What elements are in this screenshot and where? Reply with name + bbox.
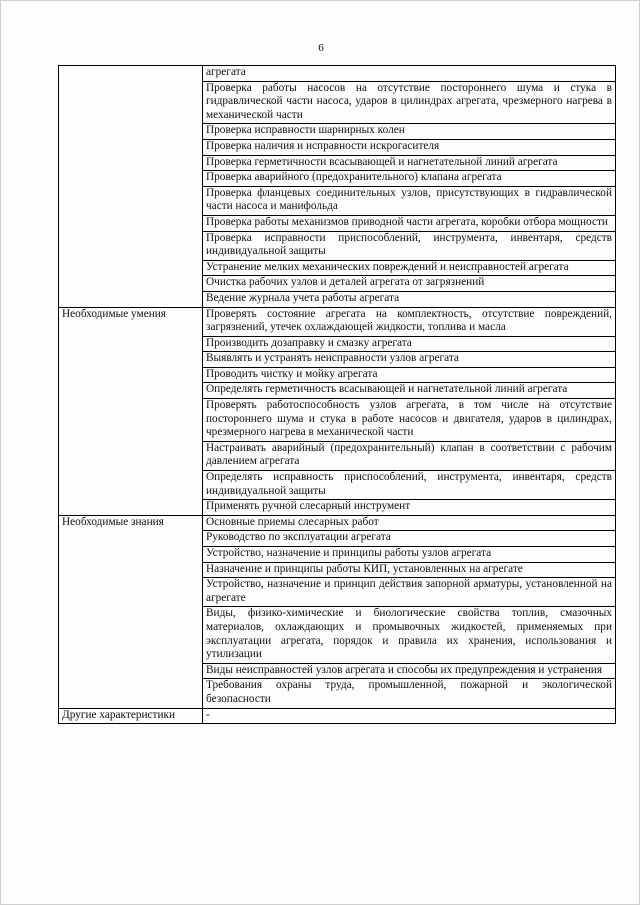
requirement-item: Устранение мелких механических повреждений и неисправностей агрегата [203, 260, 616, 276]
page-number: 6 [318, 42, 324, 54]
requirement-item: Выявлять и устранять неисправности узлов агрегата [203, 352, 616, 368]
requirement-item: Проверка наличия и исправности искрогасителя [203, 139, 616, 155]
requirement-item: Проводить чистку и мойку агрегата [203, 367, 616, 383]
requirement-item: Проверять состояние агрегата на комплектность, отсутствие повреждений, загрязнений, утечек охлаждающей жидкости, топлива и масла [203, 307, 616, 336]
requirement-item: Виды неисправностей узлов агрегата и способы их предупреждения и устранения [203, 663, 616, 679]
requirement-item: Очистка рабочих узлов и деталей агрегата от загрязнений [203, 276, 616, 292]
requirement-item: Проверка герметичности всасывающей и нагнетательной линий агрегата [203, 155, 616, 171]
requirement-item: Назначение и принципы работы КИП, установленных на агрегате [203, 562, 616, 578]
requirement-item: Настраивать аварийный (предохранительный) клапан в соответствии с рабочим давлением агрегата [203, 441, 616, 470]
requirement-item: Проверка работы механизмов приводной части агрегата, коробки отбора мощности [203, 215, 616, 231]
section-label: Другие характеристики [59, 708, 203, 724]
requirement-item: Ведение журнала учета работы агрегата [203, 291, 616, 307]
requirement-item: Проверка аварийного (предохранительного) клапана агрегата [203, 171, 616, 187]
section-label: Необходимые умения [59, 307, 203, 515]
requirement-item: Проверять работоспособность узлов агрегата, в том числе на отсутствие постороннего шума и стука в работе насосов и двигателя, ударов в цилиндрах, чрезмерного нагрева в механической части [203, 399, 616, 442]
requirement-item: Проверка исправности шарнирных колен [203, 124, 616, 140]
requirement-item: - [203, 708, 616, 724]
requirement-item: Основные приемы слесарных работ [203, 515, 616, 531]
requirements-table-body [59, 66, 616, 724]
requirement-item: Определять исправность приспособлений, инструмента, инвентаря, средств индивидуальной защиты [203, 471, 616, 500]
requirement-item: Руководство по эксплуатации агрегата [203, 531, 616, 547]
requirement-item: Проверка работы насосов на отсутствие постороннего шума и стука в гидравлической части насоса, ударов в цилиндрах агрегата, чрезмерного нагрева в механической части [203, 81, 616, 124]
table-row [59, 515, 616, 531]
section-label [59, 66, 203, 308]
requirement-item: Требования охраны труда, промышленной, пожарной и экологической безопасности [203, 679, 616, 708]
table-row [59, 307, 616, 336]
requirement-item: Устройство, назначение и принципы работы узлов агрегата [203, 547, 616, 563]
table-row [59, 66, 616, 82]
requirement-item: Проверка исправности приспособлений, инструмента, инвентаря, средств индивидуальной защиты [203, 231, 616, 260]
requirement-item: Применять ручной слесарный инструмент [203, 500, 616, 516]
section-label: Необходимые знания [59, 515, 203, 708]
requirement-item: Проверка фланцевых соединительных узлов, присутствующих в гидравлической части насоса и манифольда [203, 186, 616, 215]
requirement-item: Определять герметичность всасывающей и нагнетательной линий агрегата [203, 383, 616, 399]
table-row [59, 708, 616, 724]
requirement-item: Производить дозаправку и смазку агрегата [203, 336, 616, 352]
requirements-table [58, 65, 616, 724]
requirement-item: агрегата [203, 66, 616, 82]
requirement-item: Виды, физико-химические и биологические свойства топлив, смазочных материалов, охлаждающих и промывочных жидкостей, применяемых при эксплуатации агрегата, порядок и правила их хранения, использования и утилизации [203, 607, 616, 663]
requirement-item: Устройство, назначение и принцип действия запорной арматуры, установленной на агрегате [203, 578, 616, 607]
